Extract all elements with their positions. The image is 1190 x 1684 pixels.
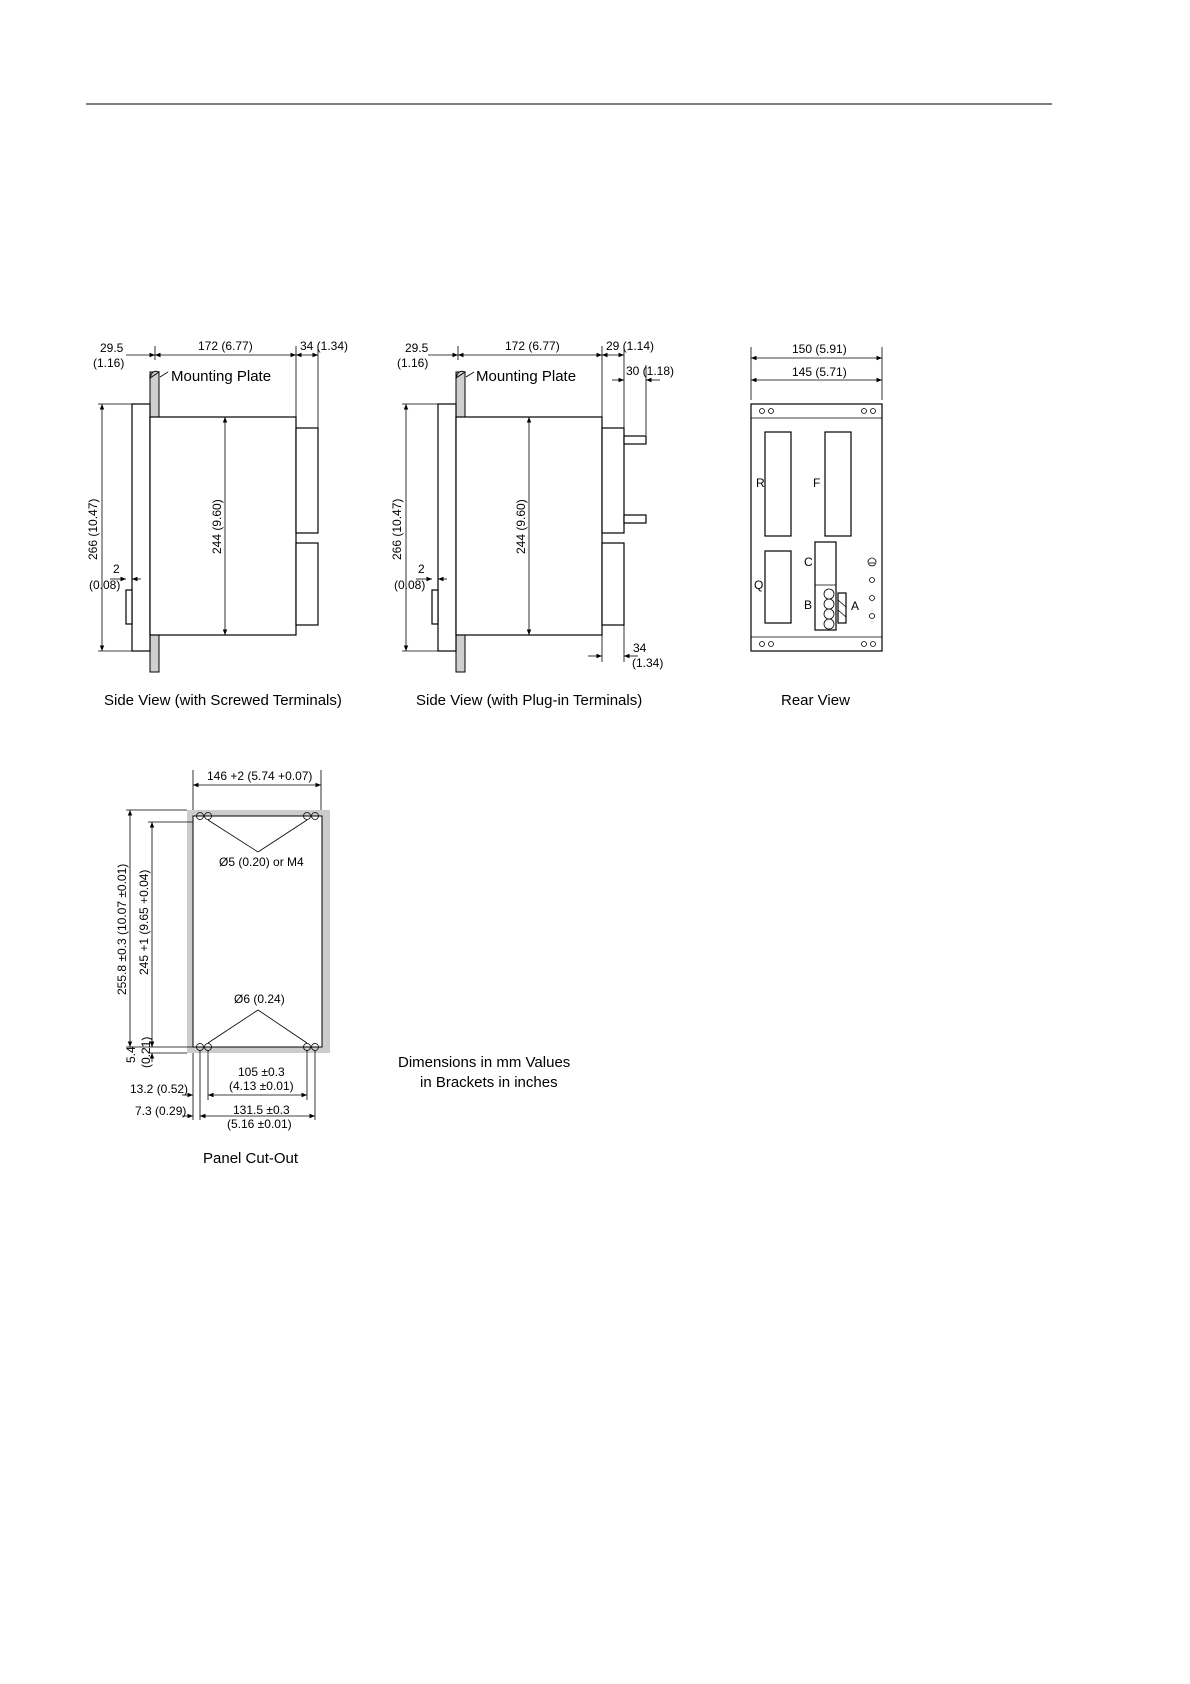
- dim-pin: 30 (1.18): [626, 364, 675, 378]
- units-note: [398, 1054, 570, 1091]
- hole-bottom-label: Ø6 (0.24): [234, 992, 285, 1006]
- caption-rear: Rear View: [781, 692, 850, 709]
- label-f: F: [813, 476, 821, 490]
- dim-height-body: 244 (9.60): [210, 499, 224, 554]
- dim-height-total: 266 (10.47): [390, 498, 404, 560]
- dim-h1: 13.2 (0.52): [130, 1082, 189, 1096]
- connector-f: [825, 432, 851, 536]
- dim-h2b: 131.5 ±0.3: [233, 1103, 290, 1117]
- rear-view: [751, 342, 882, 709]
- note-line-1: Dimensions in mm Values: [398, 1054, 571, 1071]
- note-line-2: in Brackets in inches: [420, 1074, 558, 1091]
- dim-bottom: 34: [633, 641, 647, 655]
- dim-thick-in: (0.08): [394, 578, 426, 592]
- dim-inner: 145 (5.71): [792, 365, 847, 379]
- dim-height-total: 266 (10.47): [86, 498, 100, 560]
- plug-pin-upper: [624, 436, 646, 444]
- hole-top-label: Ø5 (0.20) or M4: [219, 855, 304, 869]
- dim-left: 29.5: [100, 341, 124, 355]
- dim-left: 29.5: [405, 341, 429, 355]
- connector-r: [765, 432, 791, 536]
- dim-bottom-a: 5.4: [124, 1046, 138, 1063]
- label-a: A: [851, 599, 860, 613]
- dim-width: 146 +2 (5.74 +0.07): [207, 769, 313, 783]
- dim-left-in: (1.16): [93, 356, 125, 370]
- terminal-block-upper: [602, 428, 624, 533]
- connector-a: [838, 593, 846, 623]
- mounting-plate-label: Mounting Plate: [171, 368, 272, 385]
- caption-plug: Side View (with Plug-in Terminals): [416, 692, 643, 709]
- dim-body: 172 (6.77): [198, 339, 253, 353]
- dim-h1b: 105 ±0.3: [238, 1065, 285, 1079]
- label-r: R: [756, 476, 765, 490]
- terminal-block-lower: [602, 543, 624, 625]
- dim-height-body: 244 (9.60): [514, 499, 528, 554]
- dim-height-outer: 255.8 ±0.3 (10.07 ±0.01): [115, 863, 129, 995]
- dim-h2: 7.3 (0.29): [135, 1104, 187, 1118]
- terminal-block-lower: [296, 543, 318, 625]
- connector-q: [765, 551, 791, 623]
- caption-screwed: Side View (with Screwed Terminals): [104, 692, 342, 709]
- side-view-screwed: [86, 339, 348, 709]
- dim-body: 172 (6.77): [505, 339, 560, 353]
- dim-thick: 2: [113, 562, 120, 576]
- label-q: Q: [754, 578, 764, 592]
- dim-bottom-a-in: (0.21): [139, 1036, 153, 1068]
- dim-bottom-in: (1.34): [632, 656, 664, 670]
- plug-pin-lower: [624, 515, 646, 523]
- dim-term: 29 (1.14): [606, 339, 655, 353]
- dim-height-inner: 245 +1 (9.65 +0.04): [137, 869, 151, 975]
- label-b: B: [804, 598, 813, 612]
- dim-h2b-in: (5.16 ±0.01): [227, 1117, 292, 1131]
- label-c: C: [804, 555, 813, 569]
- dim-h1b-in: (4.13 ±0.01): [229, 1079, 294, 1093]
- dim-term: 34 (1.34): [300, 339, 349, 353]
- dim-left-in: (1.16): [397, 356, 429, 370]
- dim-thick-in: (0.08): [89, 578, 121, 592]
- side-view-plug: [390, 339, 674, 709]
- caption-cutout: Panel Cut-Out: [203, 1150, 299, 1167]
- terminal-block-upper: [296, 428, 318, 533]
- dim-outer: 150 (5.91): [792, 342, 847, 356]
- dim-thick: 2: [418, 562, 425, 576]
- cutout-opening: [193, 816, 322, 1047]
- panel-cutout: [115, 769, 330, 1167]
- mounting-plate-label: Mounting Plate: [476, 368, 577, 385]
